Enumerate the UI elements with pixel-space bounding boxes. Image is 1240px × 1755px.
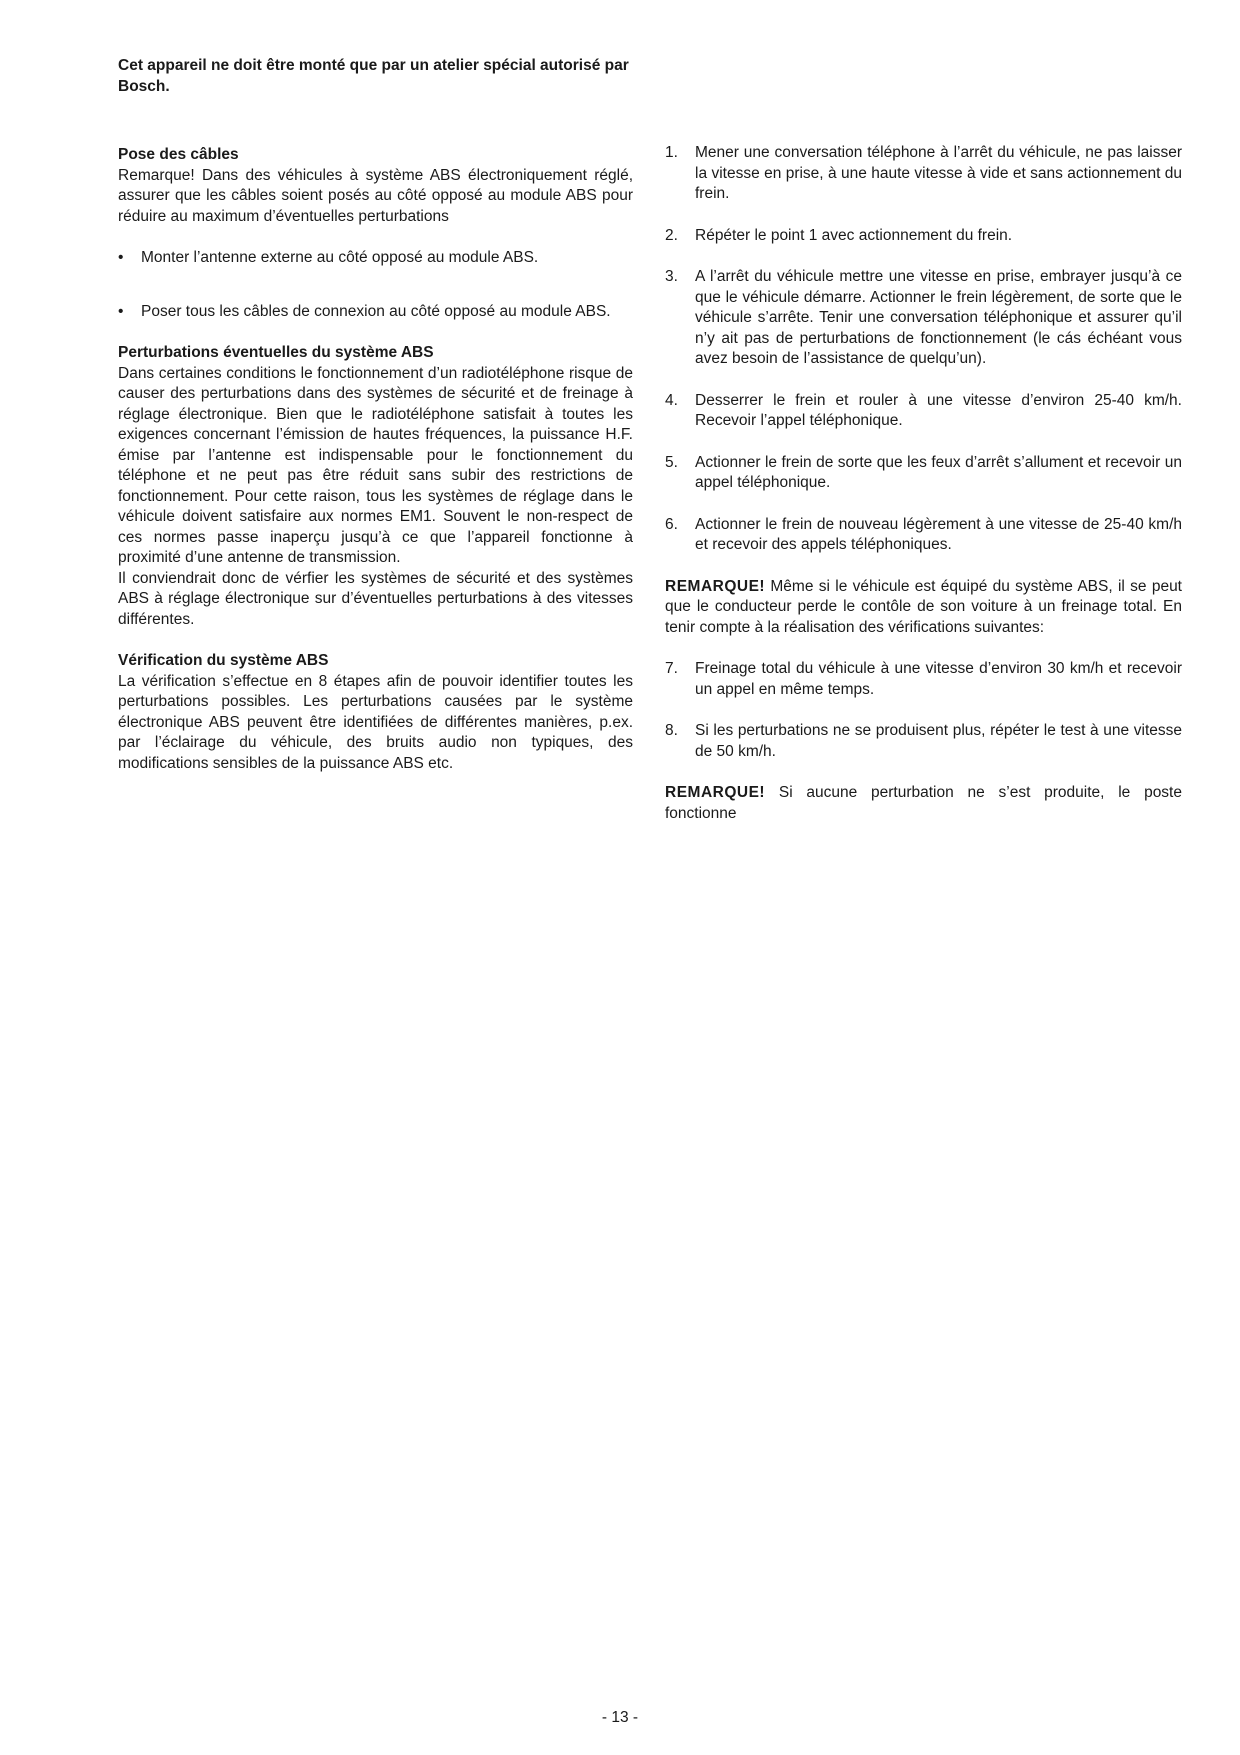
cables-text: Remarque! Dans des véhicules à système ABS électroniquement réglé, assurer que les câbles soient posés au côté opposé au module ABS pour réduire au maximum d’éventuelles perturbations — [118, 166, 633, 225]
remark-2 — [665, 783, 1182, 824]
verif-text: La vérification s’effectue en 8 étapes afin de pouvoir identifier toutes les perturbations possibles. Les perturbations causées par le système électronique ABS peuvent être identifiées de différentes manières, p.ex. par l’éclairage du véhicule, des bruits audio non typiques, des modifications sensibles de la puissance ABS etc. — [118, 672, 633, 772]
bullet-item — [118, 302, 633, 323]
remark-1-label: REMARQUE! — [665, 577, 766, 595]
step-text: Actionner le frein de sorte que les feux d’arrêt s’allument et recevoir un appel téléphonique. — [695, 453, 1182, 491]
perturb-text: Dans certaines conditions le fonctionnement d’un radiotéléphone risque de causer des perturbations dans des systèmes de sécurité et de freinage à réglage électronique. Bien que le radiotéléphone satisfait à toutes les exigences concernant l’émission de hautes fréquences, la puissance H.F. émise par l’antenne est indispensable pour le fonctionnement du téléphone et ne peut pas être réduit sans subir des restrictions de fonctionnement. Pour cette raison, tous les systèmes de réglage dans le véhicule doivent satisfaire aux normes EM1. Souvent le non-respect de ces normes passe inaperçu jusqu’à ce que l’appareil fonctionne à proximité d’une antenne de transmission. — [118, 364, 633, 566]
bullet-item — [118, 248, 633, 269]
remark-2-text: Si aucune perturbation ne s’est produite, le poste fonctionne — [665, 784, 1182, 822]
bullet-icon: • — [118, 302, 124, 320]
remark-1 — [665, 577, 1182, 639]
step-text: Actionner le frein de nouveau légèrement à une vitesse de 25-40 km/h et recevoir des appels téléphoniques. — [695, 515, 1182, 553]
step-item — [665, 721, 1182, 762]
step-item — [665, 391, 1182, 432]
step-number: 4. — [665, 391, 678, 409]
remark-2-label: REMARQUE! — [665, 784, 766, 801]
remark-1-text: Même si le véhicule est équipé du système ABS, il se peut que le conducteur perde le contôle de son voiture à un freinage total. En tenir compte à la réalisation des vérifications suivantes: — [665, 577, 1182, 636]
installation-warning: Cet appareil ne doit être monté que par un atelier spécial autorisé par Bosch. — [118, 57, 629, 95]
perturb-text-conclusion: Il conviendrait donc de vérfier les systèmes de sécurité et des systèmes ABS à réglage électronique sur d’éventuelles perturbations à des vitesses différentes. — [118, 569, 633, 628]
step-number: 2. — [665, 226, 678, 244]
step-text: Desserrer le frein et rouler à une vitesse d’environ 25-40 km/h. Recevoir l’appel téléphonique. — [695, 391, 1182, 429]
step-number: 6. — [665, 515, 678, 533]
step-number: 8. — [665, 722, 678, 739]
step-number: 3. — [665, 268, 678, 285]
step-number: 7. — [665, 660, 678, 677]
step-number: 5. — [665, 453, 678, 471]
step-item — [665, 143, 1182, 205]
step-item — [665, 659, 1182, 700]
step-number: 1. — [665, 144, 678, 161]
bullet-icon: • — [118, 249, 124, 266]
step-text: A l’arrêt du véhicule mettre une vitesse en prise, embrayer jusqu’à ce que le véhicule démarre. Actionner le frein légèrement, de sorte que le véhicule s’arrête. Tenir une conversation téléphonique et assurer qu’il n’y ait pas de perturbations de fonctionnement (le cás échéant vous avez besoin de l’assistance de quelqu’un). — [695, 268, 1182, 367]
page-number: - 13 - — [601, 1709, 639, 1726]
bullet-text: Monter l’antenne externe au côté opposé au module ABS. — [141, 249, 539, 266]
steps-list-b — [665, 659, 1182, 762]
step-item — [665, 267, 1182, 370]
right-column — [665, 143, 1182, 845]
left-column — [118, 145, 633, 774]
bullet-text: Poser tous les câbles de connexion au côté opposé au module ABS. — [141, 302, 611, 320]
step-text: Freinage total du véhicule à une vitesse d’environ 30 km/h et recevoir un appel en même temps. — [695, 660, 1182, 698]
verif-heading: Vérification du système ABS — [118, 652, 329, 669]
cables-heading: Pose des câbles — [118, 146, 239, 163]
step-item — [665, 226, 1182, 247]
perturb-heading: Perturbations éventuelles du système ABS — [118, 344, 434, 361]
step-text: Répéter le point 1 avec actionnement du frein. — [695, 226, 1013, 244]
step-item — [665, 515, 1182, 556]
steps-list-a — [665, 143, 1182, 556]
step-text: Mener une conversation téléphone à l’arrêt du véhicule, ne pas laisser la vitesse en prise, à une haute vitesse à vide et sans actionnement du frein. — [695, 144, 1182, 202]
step-item — [665, 453, 1182, 494]
step-text: Si les perturbations ne se produisent plus, répéter le test à une vitesse de 50 km/h. — [695, 722, 1182, 760]
